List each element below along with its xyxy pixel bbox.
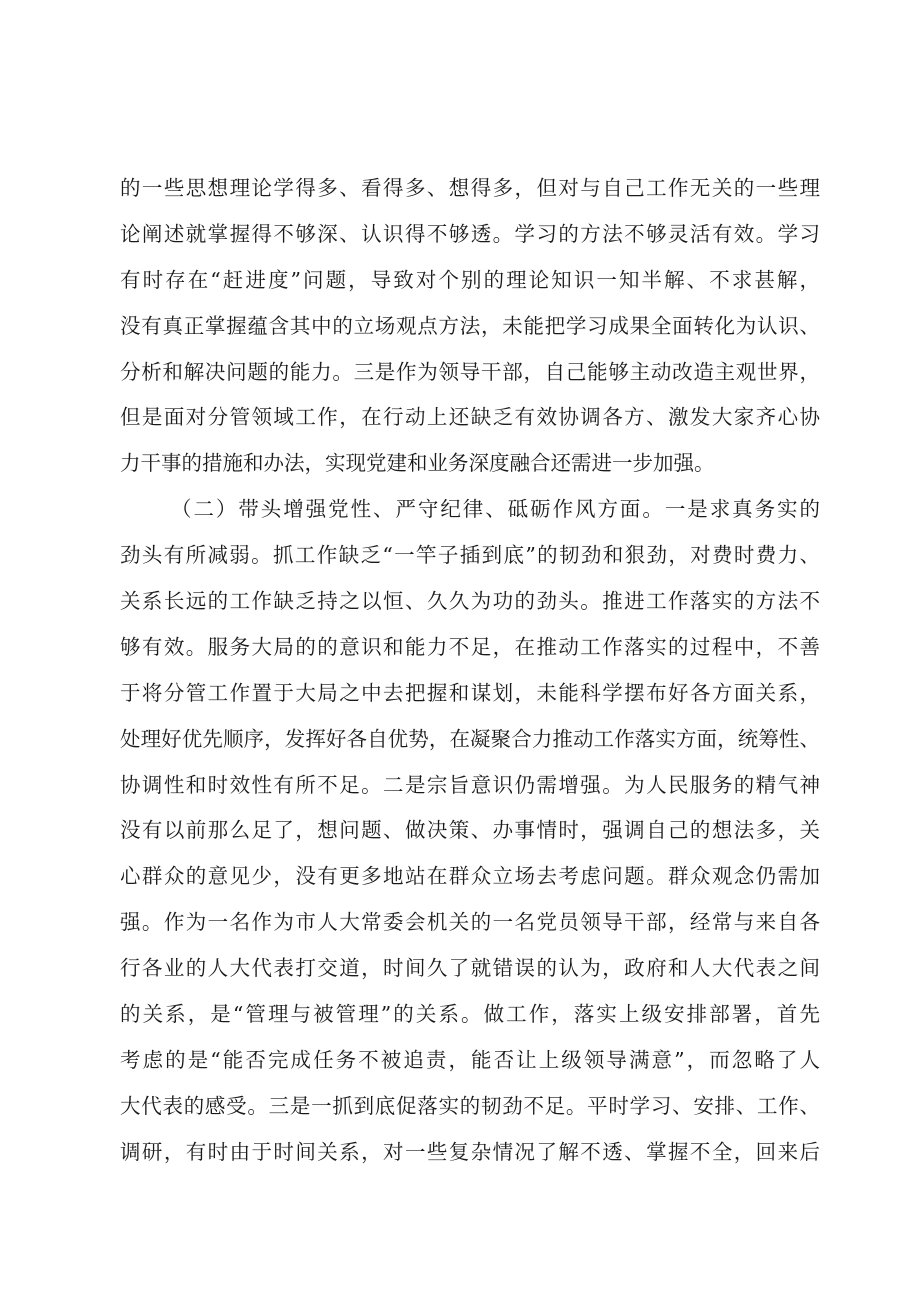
text-line: 没有真正掌握蕴含其中的立场观点方法，未能把学习成果全面转化为认识、: [120, 313, 820, 338]
text-line: 关系长远的工作缺乏持之以恒、久久为功的劲头。推进工作落实的方法不: [120, 589, 820, 614]
text-line: 强。作为一名作为市人大常委会机关的一名党员领导干部，经常与来自各: [120, 910, 820, 935]
text-line: 没有以前那么足了，想问题、做决策、办事情时，强调自己的想法多，关: [120, 818, 820, 843]
text-line: 调研，有时由于时间关系，对一些复杂情况了解不透、掌握不全，回来后: [120, 1139, 820, 1164]
paragraph-1: [120, 166, 820, 487]
text-line: 行各业的人大代表打交道，时间久了就错误的认为，政府和人大代表之间: [120, 956, 820, 981]
text-line: 考虑的是“能否完成任务不被追责，能否让上级领导满意”，而忽略了人: [120, 1047, 820, 1072]
text-line: 但是面对分管领域工作，在行动上还缺乏有效协调各方、激发大家齐心协: [120, 405, 820, 430]
document-body: [120, 166, 820, 1176]
text-line: 于将分管工作置于大局之中去把握和谋划，未能科学摆布好各方面关系，: [120, 680, 820, 705]
text-line: 心群众的意见少，没有更多地站在群众立场去考虑问题。群众观念仍需加: [120, 864, 820, 889]
text-line: 有时存在“赶进度”问题，导致对个别的理论知识一知半解、不求甚解，: [120, 267, 820, 292]
text-line: 的关系，是“管理与被管理”的关系。做工作，落实上级安排部署，首先: [120, 1002, 820, 1027]
text-line: 够有效。服务大局的的意识和能力不足，在推动工作落实的过程中，不善: [120, 634, 820, 659]
text-line: 力干事的措施和办法，实现党建和业务深度融合还需进一步加强。: [120, 451, 715, 476]
text-line: 协调性和时效性有所不足。二是宗旨意识仍需增强。为人民服务的精气神: [120, 772, 820, 797]
text-line: 处理好优先顺序，发挥好各自优势，在凝聚合力推动工作落实方面，统筹性、: [120, 726, 820, 751]
paragraph-2: [120, 487, 820, 1175]
text-line: 分析和解决问题的能力。三是作为领导干部，自己能够主动改造主观世界，: [120, 359, 820, 384]
text-line: 劲头有所减弱。抓工作缺乏“一竿子插到底”的韧劲和狠劲，对费时费力、: [120, 543, 820, 568]
text-line: 论阐述就掌握得不够深、认识得不够透。学习的方法不够灵活有效。学习: [120, 221, 820, 246]
text-line: 的一些思想理论学得多、看得多、想得多，但对与自己工作无关的一些理: [120, 176, 820, 200]
text-line: 大代表的感受。三是一抓到底促落实的韧劲不足。平时学习、安排、工作、: [120, 1093, 820, 1118]
text-line: （二）带头增强党性、严守纪律、砥砺作风方面。一是求真务实的: [171, 497, 820, 522]
